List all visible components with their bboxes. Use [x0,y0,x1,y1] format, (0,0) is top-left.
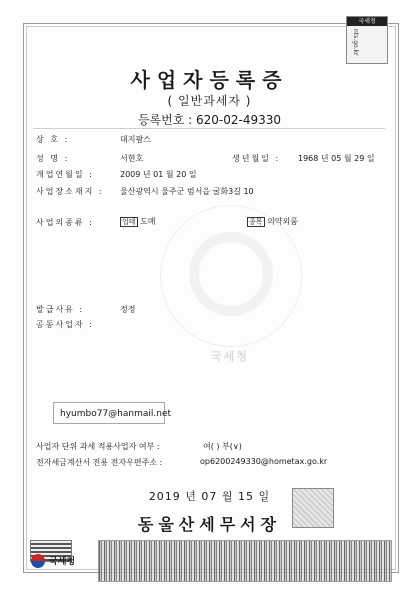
joint-owner-label: 공동사업자 : [36,320,94,329]
business-item [247,216,298,227]
address-label: 사업장소재지 : [36,187,104,196]
trade-name-label: 상 호 : [36,135,70,144]
representative-value: 서현호 [120,154,144,163]
issue-reason-label: 발급사유 : [36,305,85,314]
business-type [120,216,156,227]
unit-tax-value: 여( ) 부(∨) [203,442,242,451]
divider [33,128,385,129]
taegeuk-icon [31,554,45,568]
open-date-value: 2009 년 01 월 20 일 [120,170,197,179]
representative-label: 성 명 : [36,154,70,163]
open-date-label: 개업연월일 : [36,170,94,179]
business-type-tag: 업태 [122,218,136,226]
business-type-value: 도매 [140,217,156,226]
e-invoice-label: 전자세금계산서 전용 전자우편주소 : [36,458,163,467]
logo-text: 국세청 [49,557,76,567]
business-item-tag: 종목 [249,218,263,226]
document-title: 사업자등록증 [130,68,289,92]
registration-number: 등록번호 : 620-02-49330 [137,113,282,127]
issue-date: 2019 년 07 월 15 일 [148,490,271,503]
address-value: 울산광역시 울주군 범서읍 굴화3길 10 [120,187,254,196]
issuing-office: 동울산세무서장 [137,515,282,534]
business-item-value: 의약외품 [267,217,298,226]
birthdate-label: 생년월일 : [232,154,281,163]
business-type-label: 사업의종류 : [36,218,94,227]
trade-name-value: 대지팜스 [120,135,151,144]
nts-logo [27,546,89,574]
stamp-label: 국세청 [347,17,387,26]
issue-reason-value: 정정 [120,305,136,314]
security-barcode [98,540,392,582]
nts-stamp [346,16,388,64]
stamp-url: nts.go.kr [352,29,359,56]
unit-tax-label: 사업자 단위 과세 적용사업자 여부 : [36,442,160,451]
e-invoice-email: op6200249330@hometax.go.kr [200,457,328,466]
document-subtitle: ( 일반과세자 ) [167,94,252,108]
contact-email: hyumbo77@hanmail.net [53,402,165,424]
birthdate-value: 1968 년 05 월 29 일 [298,154,375,163]
watermark-text: 국세청 [211,350,249,363]
